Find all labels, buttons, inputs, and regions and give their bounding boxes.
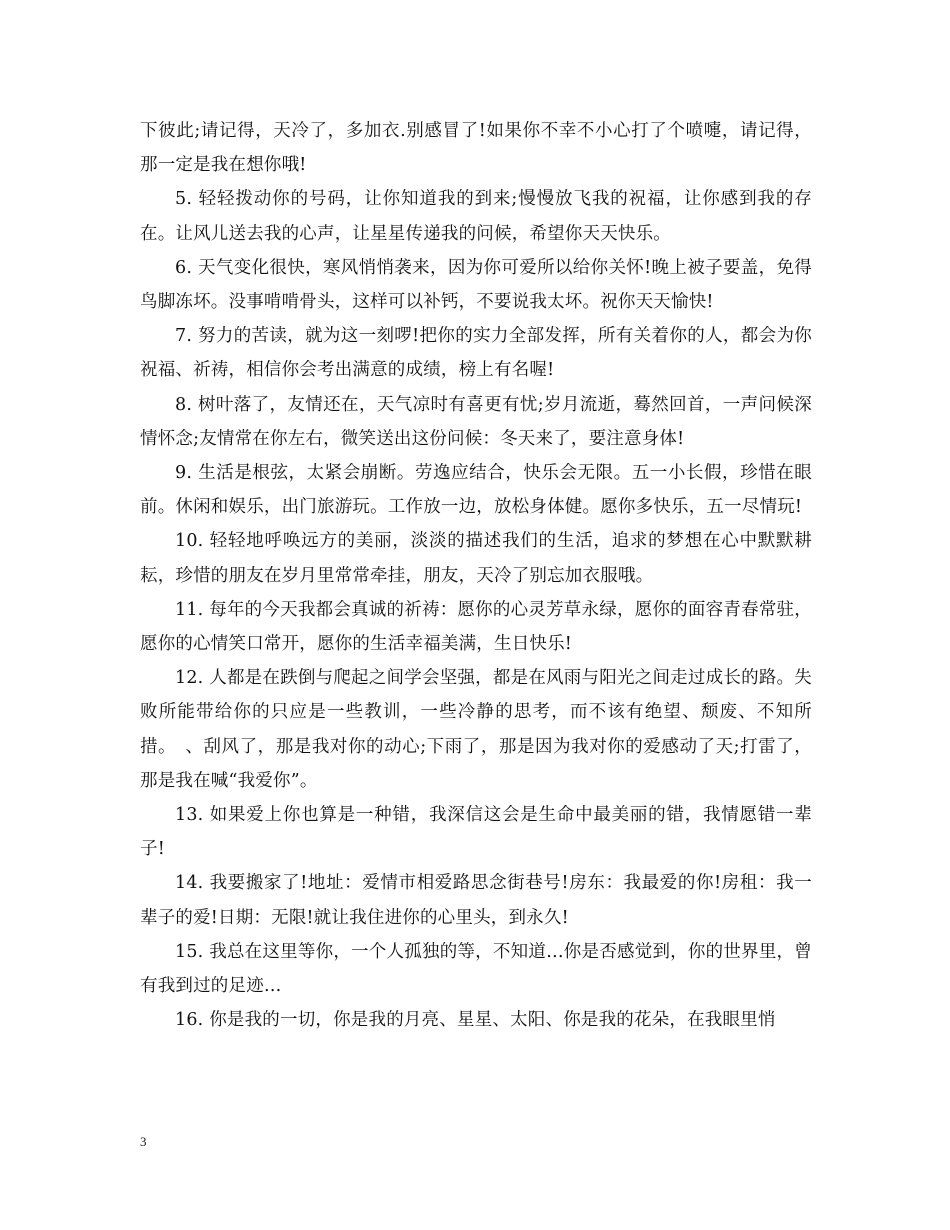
paragraph-continuation: 下彼此;请记得，天冷了，多加衣.别感冒了!如果你不幸不小心打了个喷嚏，请记得，那一定是我在想你哦!	[140, 121, 812, 176]
paragraph-item-15: 15. 我总在这里等你，一个人孤独的等，不知道…你是否感觉到，你的世界里，曾有我到过的足迹…	[140, 941, 812, 997]
paragraph-item-12: 12. 人都是在跌倒与爬起之间学会坚强，都是在风雨与阳光之间走过成长的路。失败所能带给你的只应是一些教训，一些冷静的思考，而不该有绝望、颓废、不知所措。 、刮风了，那是我对你的动心;下雨了，那是因为我对你的爱感动了天;打雷了，那是我在喊“我爱你”。	[140, 668, 812, 791]
paragraph-item-9: 9. 生活是根弦，太紧会崩断。劳逸应结合，快乐会无限。五一小长假，珍惜在眼前。休闲和娱乐，出门旅游玩。工作放一边，放松身体健。愿你多快乐，五一尽情玩!	[140, 463, 812, 518]
paragraph-item-8: 8. 树叶落了，友情还在，天气凉时有喜更有忧;岁月流逝，蓦然回首，一声问候深情怀念;友情常在你左右，微笑送出这份问候：冬天来了，要注意身体!	[140, 394, 812, 449]
paragraph-item-5: 5. 轻轻拨动你的号码，让你知道我的到来;慢慢放飞我的祝福，让你感到我的存在。让风儿送去我的心声，让星星传递我的问候，希望你天天快乐。	[140, 189, 812, 244]
paragraph-item-6: 6. 天气变化很快，寒风悄悄袭来，因为你可爱所以给你关怀!晚上被子要盖，免得鸟脚冻坏。没事啃啃骨头，这样可以补钙，不要说我太坏。祝你天天愉快!	[140, 257, 812, 313]
paragraph-item-10: 10. 轻轻地呼唤远方的美丽，淡淡的描述我们的生活，追求的梦想在心中默默耕耘，珍惜的朋友在岁月里常常牵挂，朋友，天冷了别忘加衣服哦。	[140, 531, 812, 586]
paragraph-item-7: 7. 努力的苦读，就为这一刻啰!把你的实力全部发挥，所有关着你的人，都会为你祝福、祈祷，相信你会考出满意的成绩，榜上有名喔!	[140, 326, 812, 381]
paragraph-item-14: 14. 我要搬家了!地址：爱情市相爱路思念街巷号!房东：我最爱的你!房租：我一辈子的爱!日期：无限!就让我住进你的心里头，到永久!	[140, 873, 812, 928]
paragraph-item-16: 16. 你是我的一切，你是我的月亮、星星、太阳、你是我的花朵，在我眼里悄	[175, 1010, 776, 1031]
paragraph-item-11: 11. 每年的今天我都会真诚的祈祷：愿你的心灵芳草永绿，愿你的面容青春常驻，愿你的心情笑口常开，愿你的生活幸福美满，生日快乐!	[140, 599, 812, 655]
page-number: 3	[140, 1134, 147, 1149]
paragraph-item-13: 13. 如果爱上你也算是一种错，我深信这会是生命中最美丽的错，我情愿错一辈子!	[140, 805, 812, 860]
document-body	[140, 114, 812, 1037]
